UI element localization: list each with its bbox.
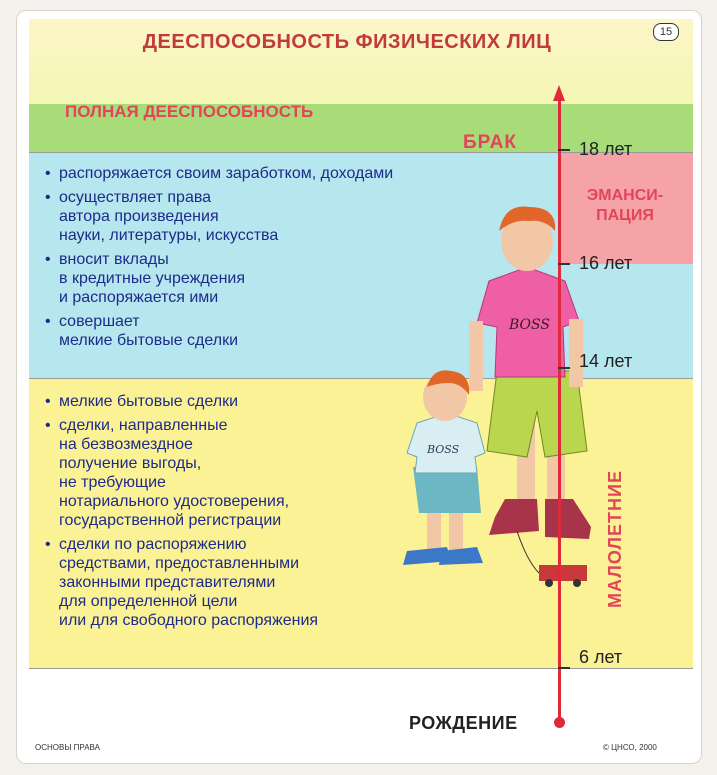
list-item-line: и распоряжается ими	[59, 289, 219, 306]
list-item-line: • осуществляет права	[59, 189, 212, 206]
birth-label: РОЖДЕНИЕ	[409, 713, 518, 733]
list-item	[43, 392, 463, 411]
list-item	[43, 416, 463, 530]
small-boy-shirt-text: BOSS	[427, 443, 460, 456]
emancipation-line: ПАЦИЯ	[596, 207, 654, 224]
age-0-6-band	[29, 668, 693, 746]
poster-card	[16, 10, 702, 764]
list-item-line: • распоряжается своим заработком, доходами	[59, 165, 394, 182]
minors-label: МАЛОЛЕТНИЕ	[605, 470, 625, 608]
tick-6	[558, 667, 570, 669]
tick-14	[558, 367, 570, 369]
toy-car-body	[539, 565, 587, 581]
list-item	[43, 188, 563, 245]
list-item-line: или для свободного распоряжения	[59, 612, 319, 629]
older-boy-boot-left	[489, 499, 539, 535]
footer-right: © ЦНСО, 2000	[603, 743, 657, 752]
list-item-line: науки, литературы, искусства	[59, 227, 279, 244]
list-item-line: в кредитные учреждения	[59, 270, 245, 287]
toy-car-wheel	[545, 579, 553, 587]
age-axis-arrow-icon	[553, 85, 565, 101]
toy-car-string	[517, 531, 539, 573]
marriage-label: БРАК	[463, 132, 517, 153]
list-item	[43, 250, 563, 307]
list-item-line: для определенной цели	[59, 593, 238, 610]
emancipation-line: ЭМАНСИ-	[586, 187, 664, 204]
list-item	[43, 535, 463, 630]
age-label-18: 18 лет	[579, 139, 633, 159]
list-item-line: • вносит вклады	[59, 251, 169, 268]
list-item-line: государственной регистрации	[59, 512, 282, 529]
list-item-line: средствами, предоставленными	[59, 555, 300, 572]
list-item	[43, 164, 563, 183]
list-item-line: не требующие	[59, 474, 166, 491]
older-boy-boot-right	[545, 499, 591, 539]
age-label-16: 16 лет	[579, 253, 633, 273]
footer-left: ОСНОВЫ ПРАВА	[35, 743, 100, 752]
emancipation-label	[565, 186, 685, 226]
page-title: ДЕЕСПОСОБНОСТЬ ФИЗИЧЕСКИХ ЛИЦ	[142, 31, 552, 53]
toy-car-wheel	[573, 579, 581, 587]
rights-14-18-list	[43, 164, 563, 355]
list-item-line: законными представителями	[59, 574, 276, 591]
list-item-line: • мелкие бытовые сделки	[59, 393, 239, 410]
older-boy-shirt-text: BOSS	[509, 317, 550, 333]
list-item-line: мелкие бытовые сделки	[59, 332, 239, 349]
rights-6-14-list	[43, 392, 463, 635]
age-label-14: 14 лет	[579, 351, 633, 371]
page-number: 15	[653, 23, 679, 41]
list-item-line: • совершает	[59, 313, 140, 330]
tick-18	[558, 149, 570, 151]
list-item-line: на безвозмездное	[59, 436, 193, 453]
list-item	[43, 312, 563, 350]
list-item-line: получение выгоды,	[59, 455, 202, 472]
age-label-6: 6 лет	[579, 647, 623, 667]
list-item-line: • сделки, направленные	[59, 417, 228, 434]
divider-6	[29, 668, 693, 669]
list-item-line: нотариального удостоверения,	[59, 493, 290, 510]
list-item-line: • сделки по распоряжению	[59, 536, 247, 553]
list-item-line: автора произведения	[59, 208, 219, 225]
birth-dot	[554, 717, 565, 728]
full-capacity-label: ПОЛНАЯ ДЕЕСПОСОБНОСТЬ	[65, 102, 314, 121]
